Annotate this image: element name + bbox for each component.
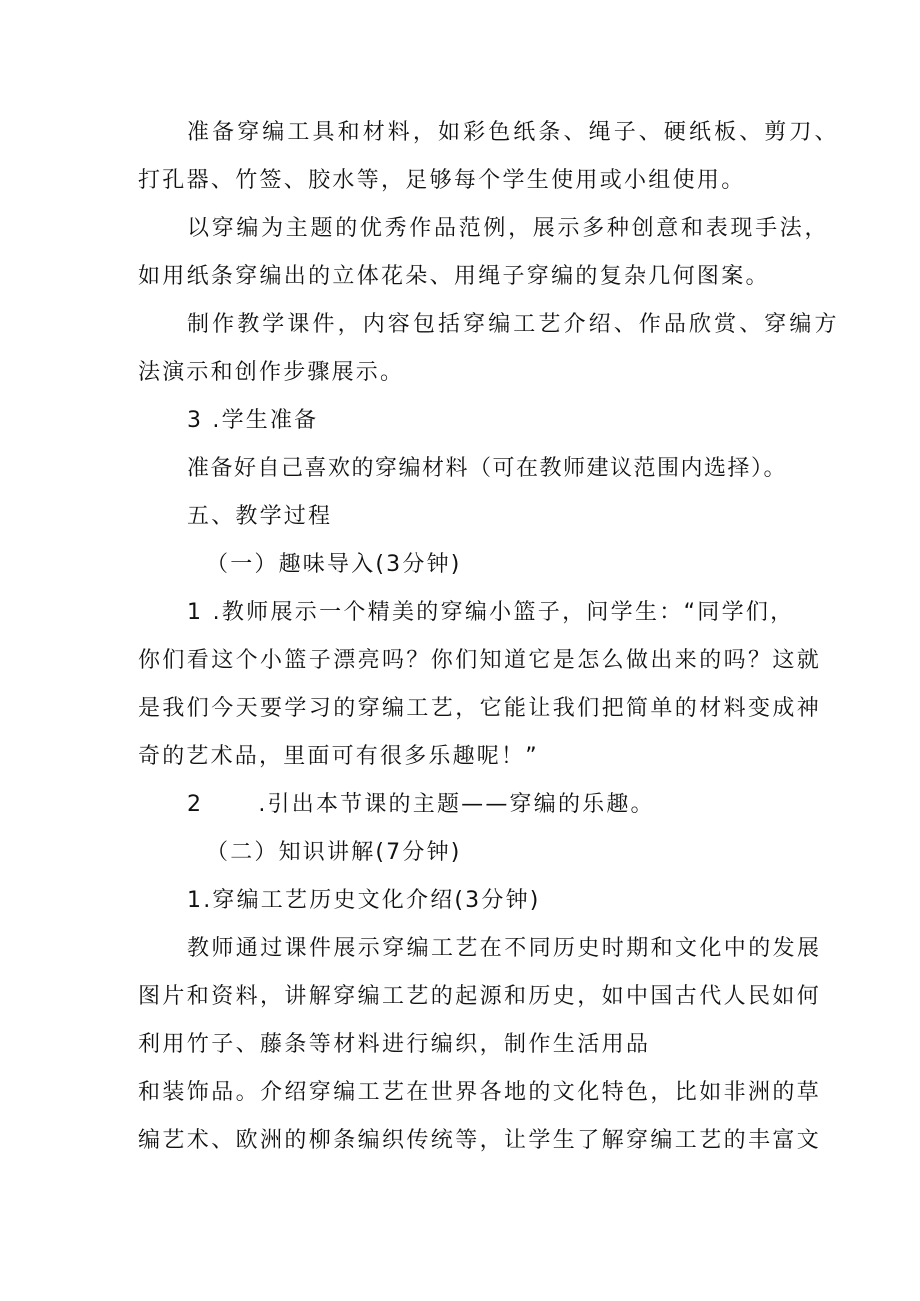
paragraph-line: 是我们今天要学习的穿编工艺，它能让我们把简单的材料变成神 [138, 696, 822, 721]
paragraph-line: 法演示和创作步骤展示。 [138, 360, 405, 385]
paragraph-line: 以穿编为主题的优秀作品范例，展示多种创意和表现手法， [187, 216, 830, 241]
paragraph-line: 教师通过课件展示穿编工艺在不同历史时期和文化中的发展 [187, 936, 822, 961]
paragraph-line: 2 .引出本节课的主题——穿编的乐趣。 [187, 792, 655, 817]
paragraph-line: 准备穿编工具和材料，如彩色纸条、绳子、硬纸板、剪刀、 [187, 120, 840, 145]
paragraph-line: 你们看这个小篮子漂亮吗？你们知道它是怎么做出来的吗？这就 [138, 648, 822, 673]
paragraph-line: 奇的艺术品，里面可有很多乐趣呢！” [138, 744, 539, 769]
paragraph-line: 打孔器、竹签、胶水等，足够每个学生使用或小组使用。 [138, 168, 746, 193]
paragraph-line: 1 .教师展示一个精美的穿编小篮子，问学生：“同学们， [187, 600, 795, 625]
paragraph-line: 制作教学课件，内容包括穿编工艺介绍、作品欣赏、穿编方 [187, 312, 840, 337]
subsection-heading: 1.穿编工艺历史文化介绍(3分钟) [187, 888, 541, 913]
paragraph-line: 和装饰品。介绍穿编工艺在世界各地的文化特色，比如非洲的草 [138, 1080, 822, 1105]
paragraph-line: 利用竹子、藤条等材料进行编织，制作生活用品 [138, 1032, 651, 1057]
section-heading: 五、教学过程 [187, 504, 333, 529]
paragraph-line: 图片和资料，讲解穿编工艺的起源和历史，如中国古代人民如何 [138, 984, 822, 1009]
subsection-heading: （一）趣味导入(3分钟) [206, 552, 462, 577]
section-heading: 3 .学生准备 [187, 408, 319, 433]
paragraph-line: 编艺术、欧洲的柳条编织传统等，让学生了解穿编工艺的丰富文 [138, 1128, 822, 1153]
subsection-heading: （二）知识讲解(7分钟) [206, 840, 462, 865]
paragraph-line: 如用纸条穿编出的立体花朵、用绳子穿编的复杂几何图案。 [138, 264, 770, 289]
paragraph-line: 准备好自己喜欢的穿编材料（可在教师建议范围内选择）。 [187, 456, 788, 481]
